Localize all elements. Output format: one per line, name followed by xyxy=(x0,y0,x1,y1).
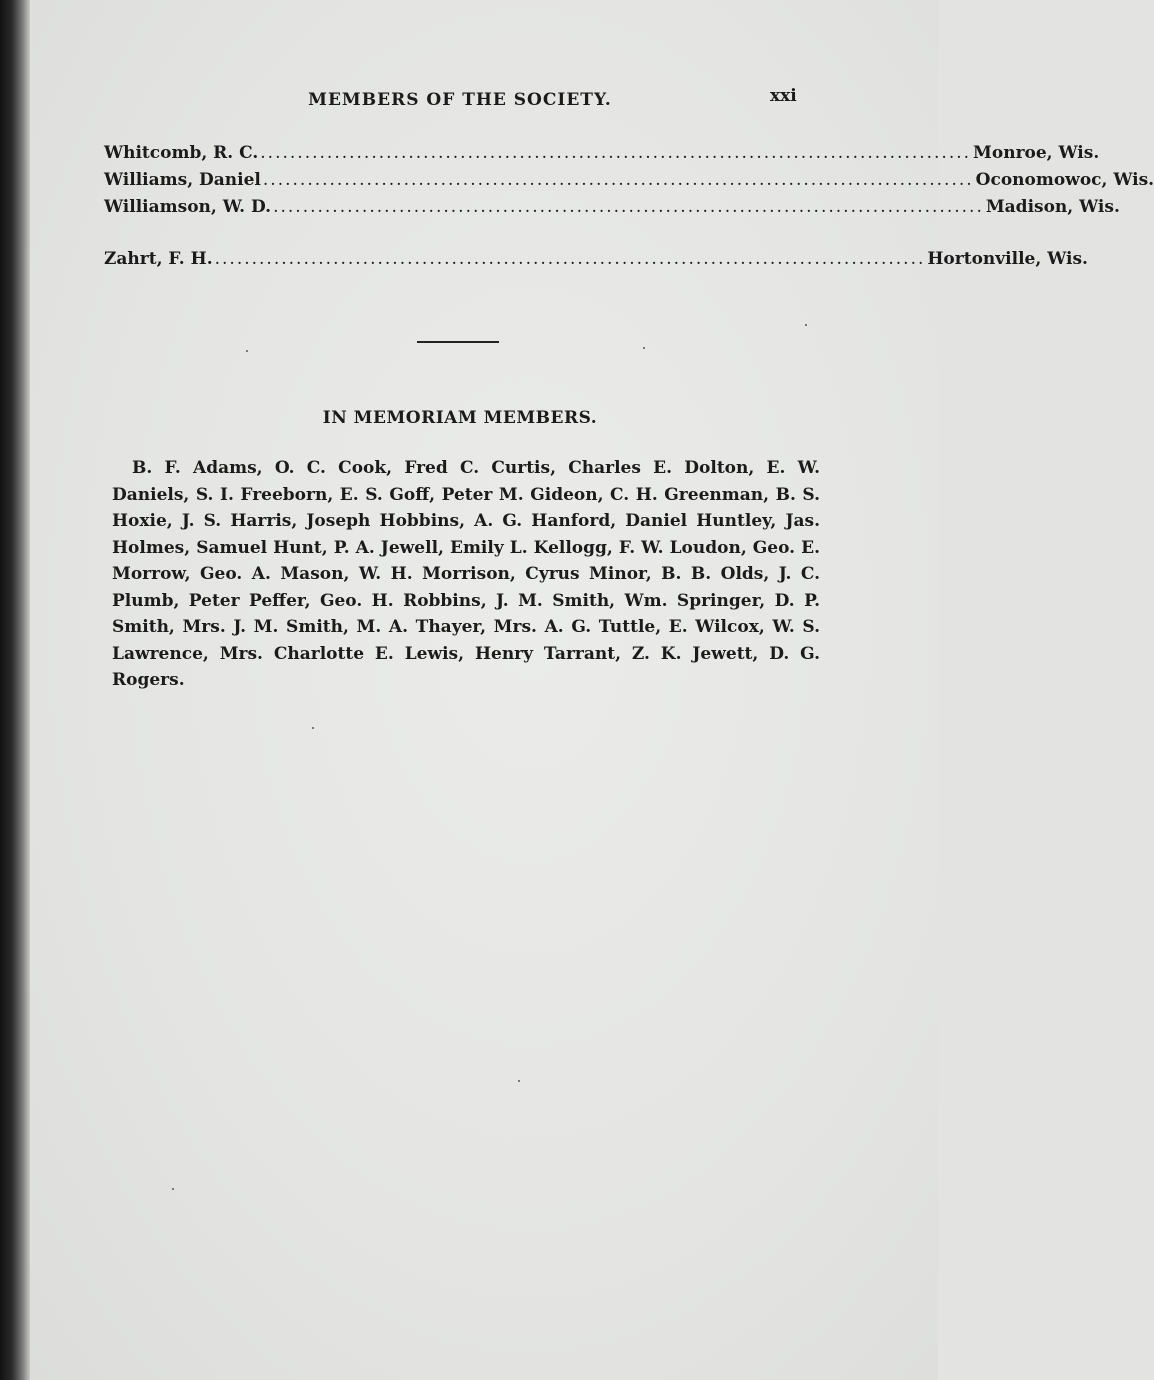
member-name: Whitcomb, R. C. xyxy=(104,143,259,163)
member-name: Williams, Daniel xyxy=(104,170,261,190)
dot-leader: ................................................................................................ xyxy=(262,170,974,190)
member-place: Madison, Wis. xyxy=(985,197,1120,217)
memoriam-heading: IN MEMORIAM MEMBERS. xyxy=(322,408,598,428)
member-name: Zahrt, F. H. xyxy=(104,249,213,269)
member-entry xyxy=(104,249,1088,269)
member-name: Williamson, W. D. xyxy=(104,197,272,217)
paper-speck xyxy=(518,1080,520,1082)
member-entry xyxy=(104,170,1154,190)
dot-leader: ................................................................................................ xyxy=(214,249,926,269)
running-title: MEMBERS OF THE SOCIETY. xyxy=(308,90,612,110)
section-divider xyxy=(417,341,499,343)
dot-leader: ................................................................................................ xyxy=(260,143,972,163)
paper-speck xyxy=(246,350,248,352)
member-place: Hortonville, Wis. xyxy=(927,249,1088,269)
memoriam-names-paragraph: B. F. Adams, O. C. Cook, Fred C. Curtis, Charles E. Dolton, E. W. Daniels, S. I. Freeborn, E. S. Goff, Peter M. Gideon, C. H. Greenman, B. S. Hoxie, J. S. Harris, Joseph Hobbins, A. G. Hanford, Daniel Huntley, Jas. Holmes, Samuel Hunt, P. A. Jewell, Emily L. Kellogg, F. W. Loudon, Geo. E. Morrow, Geo. A. Mason, W. H. Morrison, Cyrus Minor, B. B. Olds, J. C. Plumb, Peter Peffer, Geo. H. Robbins, J. M. Smith, Wm. Springer, D. P. Smith, Mrs. J. M. Smith, M. A. Thayer, Mrs. A. G. Tuttle, E. Wilcox, W. S. Lawrence, Mrs. Charlotte E. Lewis, Henry Tarrant, Z. K. Jewett, D. G. Rogers. xyxy=(112,458,820,690)
member-entry xyxy=(104,197,1120,217)
member-place: Monroe, Wis. xyxy=(973,143,1100,163)
member-place: Oconomowoc, Wis. xyxy=(975,170,1154,190)
page-number: xxi xyxy=(770,86,797,106)
member-entry xyxy=(104,143,1100,163)
paper-speck xyxy=(172,1188,174,1190)
paper-speck xyxy=(312,727,314,729)
paper-speck xyxy=(643,347,645,349)
book-spine-shadow xyxy=(0,0,30,1380)
dot-leader: ................................................................................................ xyxy=(273,197,984,217)
paper-speck xyxy=(805,324,807,326)
